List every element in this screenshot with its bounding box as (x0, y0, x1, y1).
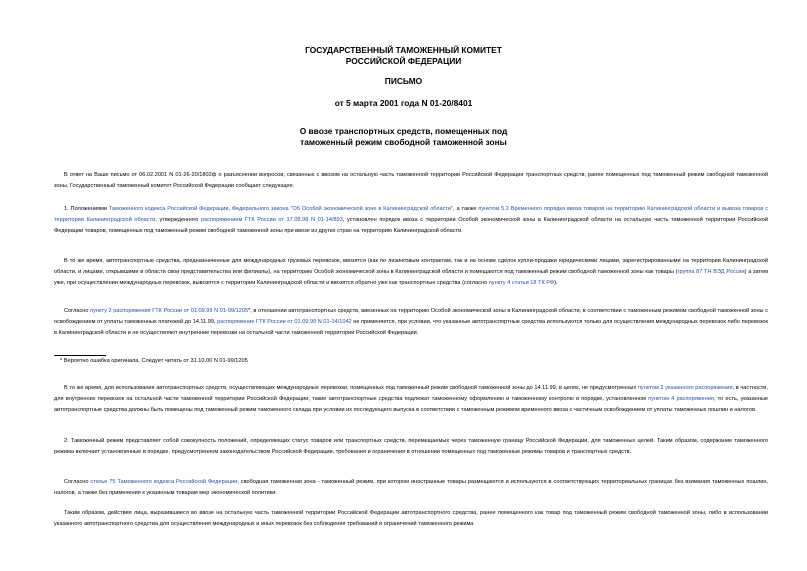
text: , установлен порядок ввоза с территории Особой экономической зоны в Калининградской области на остальную часть таможенной территории Российской Федерации товаров, помещенных под таможенный режим свободной таможенной зоны при ввозе из других стран на территорию Калининградской области. (54, 217, 768, 235)
paragraph-6 (54, 477, 768, 499)
link-article-75[interactable]: статье 75 Таможенного кодекса Российской Федерации (90, 479, 238, 485)
paragraph-3 (54, 306, 768, 340)
text: ). (554, 280, 558, 287)
link-order-01-99-1205[interactable]: пункту 2 распоряжения ГТК России от 01.09.99 N 01-99/1205 (90, 308, 249, 314)
text: не применяется, при условии, что указанные автотранспортные средства используются только для осуществления международных перевозок либо перевозок в Калининградской области и не осуществляют внутренние перевозки на остальной части таможенной территории Российской Федерации. (54, 319, 768, 337)
link-customs-code[interactable]: Таможенного кодекса Российской Федерации (108, 206, 229, 212)
text: , свободная таможенная зона - таможенный режим, при котором иностранные товары размещаются и используются в соответствующих территориальных границах без взимания таможенных пошлин, налогов, а также без применения к указанным товарам мер экономической политики. (54, 479, 768, 497)
text: , то есть, указанные автотранспортные средства должны быть помещены под таможенный режим таможенного склада при условии их последующего выпуска в соответствии с таможенным режимом временного ввоза с частичным освобождением от уплаты таможенных пошлин и налогов. (54, 396, 768, 414)
link-order-01-14-893[interactable]: распоряжением ГТК России от 17.09.98 N 01-14/893 (201, 217, 343, 224)
issuer-line-2: РОССИЙСКОЙ ФЕДЕРАЦИИ (345, 55, 462, 66)
link-group-87[interactable]: группа 87 ТН ВЭД России (677, 269, 745, 276)
text: Согласно (64, 308, 91, 314)
link-temporary-procedure[interactable]: пунктом 5.2 Временного порядка ввоза товаров на территорию Калининградской области и вывоза товаров с территории Калининградской области (54, 206, 768, 224)
paragraph-2 (54, 256, 768, 290)
text: ) а затем уже, при осуществлении международных перевозок, вывозятся с территории Калининградской области и ввозятся обратно уже как транспортные средства (согласно (54, 269, 768, 287)
text: , утвержденного (155, 217, 202, 224)
paragraph-4 (54, 383, 768, 417)
document-date-number: от 5 марта 2001 года N 01-20/8401 (334, 97, 473, 108)
text: 1. Положениями (64, 206, 109, 212)
link-point-4-order[interactable]: пунктом 4 распоряжения (648, 396, 714, 403)
document-type: ПИСЬМО (384, 76, 423, 86)
document-header (0, 45, 807, 147)
text: , (228, 206, 232, 212)
text: В то же время, автотранспортные средства, предназначенные для международных грузовых перевозок, ввозятся (как по лизинговым контрактам, так и на основе сделок купли-продажи юридическими лицами, зарегистрированными на территории Калининградской области, и лицами, открывшими в области свои представительства или филиалы), на территорию Особой экономической зоны в Калининградской области и помещаются под таможенный режим свободной таможенной зоны как товары ( (54, 258, 768, 276)
paragraph-7: Таким образом, действия лица, выразившиеся во ввозе на остальную часть таможенной территории Российской Федерации автотранспортного средства, ранее помещенного как товар под таможенный режим свободной таможенной зоны, либо в использовании указанного автотранспортного средства для осуществления международных и иных перевозок без соблюдения требований и ограничений таможенного режима (54, 510, 768, 528)
footnote: * Вероятно ошибка оригинала. Следует читать от 31.10.00 N 01-99/1205 (60, 358, 248, 364)
document-subject-line-1: О ввозе транспортных средств, помещенных под (299, 126, 508, 136)
link-point-2-order[interactable]: пунктом 2 указанного распоряжения (637, 385, 733, 391)
link-article-18[interactable]: пункту 4 статьи 18 ТК РФ (488, 280, 555, 287)
issuer-line-1: ГОСУДАРСТВЕННЫЙ ТАМОЖЕННЫЙ КОМИТЕТ (305, 45, 502, 55)
document-subject-line-2: таможенный режим свободной таможенной зоны (300, 136, 507, 147)
paragraph-intro: В ответ на Ваше письмо от 06.02.2001 N 01-26-20/1802ф о разъяснении вопросов, связанных с ввозом на остальную часть таможенной территории Российской Федерации транспортных средств, ранее помещенных под таможенный режим свободной таможенной зоны, Государственный таможенный комитет Российской Федерации сообщает следующее. (54, 172, 768, 190)
text: , а также (453, 206, 479, 212)
link-order-01-14-1042[interactable]: распоряжение ГТК России от 01.09.99 N 01-14/1042 (217, 319, 352, 326)
text: , в частности, для внутренних перевозок на остальной части таможенной территории Российской Федерации, такие автотранспортные средства подлежат таможенному оформлению и таможенному контролю в порядке, установленном (54, 385, 768, 403)
paragraph-1 (54, 204, 768, 238)
text: *, в отношении автотранспортных средств, ввезенных на территорию Особой экономической зоны в Калининградской области, в соответствии с таможенным режимом свободной таможенной зоны с освобождением от уплаты таможенных платежей до 14.11.99, (54, 308, 768, 326)
paragraph-5: 2. Таможенный режим представляет собой совокупность положений, определяющих статус товаров или транспортных средств, перемещаемых через таможенную границу Российской Федерации, для таможенных целей. Таким образом, содержание таможенного режима включает установленные в порядке, предусмотренном законодательством Российской Федерации, требования и ограничения в отношении помещенных под таможенные режимы товаров и транспортных средств. (54, 438, 768, 456)
link-federal-law-sez[interactable]: Федерального закона "Об Особой экономической зоне в Калининградской области" (231, 206, 454, 212)
text: Согласно (64, 479, 91, 485)
text: В то же время, для использования автотранспортных средств, осуществляющих международные перевозки, помещенных под таможенный режим свободной таможенной зоны до 14.11.99, в целях, не предусмотренных (64, 385, 638, 391)
